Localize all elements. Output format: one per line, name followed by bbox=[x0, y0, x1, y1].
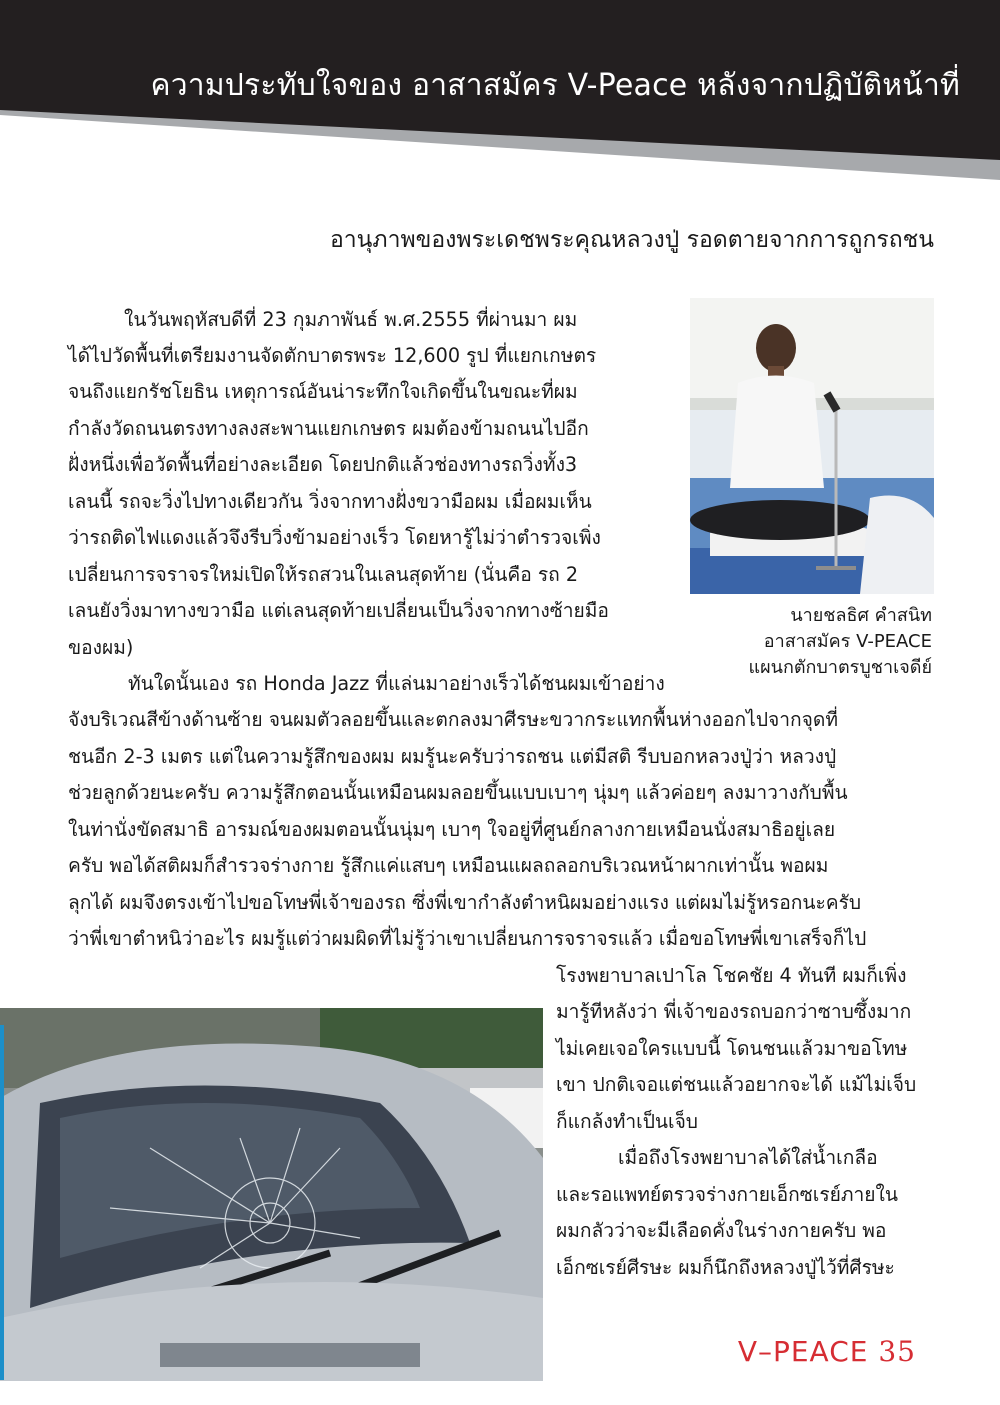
article-line: ว่ารถติดไฟแดงแล้วจึงรีบวิ่งข้ามอย่างเร็ว โดยหารู้ไม่ว่าตำรวจเพิ่ง bbox=[68, 526, 601, 549]
article-line: เลนยังวิ่งมาทางขวามือ แต่เลนสุดท้ายเปลี่ยนเป็นวิ่งจากทางซ้ายมือ bbox=[68, 599, 609, 622]
caption-role: อาสาสมัคร V-PEACE bbox=[763, 631, 932, 652]
page-number: 35 bbox=[878, 1335, 916, 1368]
article-line: ได้ไปวัดพื้นที่เตรียมงานจัดตักบาตรพระ 12,600 รูป ที่แยกเกษตร bbox=[68, 344, 597, 367]
article-line: ผมกลัวว่าจะมีเลือดคั่งในร่างกายครับ พอ bbox=[556, 1219, 887, 1242]
article-line: กำลังวัดถนนตรงทางลงสะพานแยกเกษตร ผมต้องข้ามถนนไปอีก bbox=[68, 417, 589, 440]
car-photo bbox=[0, 1008, 543, 1381]
article-line: เมื่อถึงโรงพยาบาลได้ใส่น้ำเกลือ bbox=[618, 1146, 878, 1169]
footer-brand: V–PEACE bbox=[737, 1335, 869, 1368]
page-title: ความประทับใจของ อาสาสมัคร V-Peace หลังจากปฏิบัติหน้าที่ bbox=[150, 68, 960, 103]
article-subtitle: อานุภาพของพระเดชพระคุณหลวงปู่ รอดตายจากการถูกรถชน bbox=[329, 227, 934, 253]
article-line: ในวันพฤหัสบดีที่ 23 กุมภาพันธ์ พ.ศ.2555 ที่ผ่านมา ผม bbox=[124, 308, 578, 331]
car-illustration bbox=[0, 1008, 543, 1381]
article-line: และรอแพทย์ตรวจร่างกายเอ็กซเรย์ภายใน bbox=[556, 1183, 899, 1206]
article-line: ช่วยลูกด้วยนะครับ ความรู้สึกตอนนั้นเหมือนผมลอยขึ้นแบบเบาๆ นุ่มๆ แล้วค่อยๆ ลงมาวางกับพื้น bbox=[68, 781, 848, 804]
article-line: ไม่เคยเจอใครแบบนี้ โดนชนแล้วมาขอโทษ bbox=[556, 1037, 908, 1060]
article-line: ว่าพี่เขาตำหนิว่าอะไร ผมรู้แต่ว่าผมผิดที่ไม่รู้ว่าเขาเปลี่ยนการจราจรแล้ว เมื่อขอโทษพี่เขาเสร็จก็ไป bbox=[68, 927, 867, 950]
article-line: เปลี่ยนการจราจรใหม่เปิดให้รถสวนในเลนสุดท้าย (นั่นคือ รถ 2 bbox=[68, 563, 579, 586]
article-line: ในท่านั่งขัดสมาธิ อารมณ์ของผมตอนนั้นนุ่มๆ เบาๆ ใจอยู่ที่ศูนย์กลางกายเหมือนนั่งสมาธิอยู่เลย bbox=[68, 818, 836, 841]
article-line: เขา ปกติเจอแต่ชนแล้วอยากจะได้ แม้ไม่เจ็บ bbox=[556, 1073, 917, 1096]
article-line: ทันใดนั้นเอง รถ Honda Jazz ที่แล่นมาอย่างเร็วได้ชนผมเข้าอย่าง bbox=[128, 672, 665, 695]
article-line: ของผม) bbox=[68, 636, 134, 659]
portrait-illustration bbox=[690, 298, 934, 594]
article-line: มารู้ทีหลังว่า พี่เจ้าของรถบอกว่าซาบซึ้งมาก bbox=[556, 1000, 912, 1023]
article-line: จนถึงแยกรัชโยธิน เหตุการณ์อันน่าระทึกใจเกิดขึ้นในขณะที่ผม bbox=[68, 380, 578, 403]
page-footer bbox=[738, 1335, 916, 1368]
article-line: ก็แกล้งทำเป็นเจ็บ bbox=[556, 1110, 698, 1133]
page-edge-stripe bbox=[0, 1025, 4, 1380]
article-line: เลนนี้ รถจะวิ่งไปทางเดียวกัน วิ่งจากทางฝั่งขวามือผม เมื่อผมเห็น bbox=[68, 490, 592, 513]
article-line: จังบริเวณสีข้างด้านซ้าย จนผมตัวลอยขึ้นและตกลงมาศีรษะขวากระแทกพื้นห่างออกไปจากจุดที่ bbox=[68, 708, 838, 731]
portrait-photo bbox=[690, 298, 934, 594]
article-line: ฝั่งหนึ่งเพื่อวัดพื้นที่อย่างละเอียด โดยปกติแล้วช่องทางรถวิ่งทั้ง3 bbox=[68, 453, 578, 476]
photo-caption bbox=[748, 603, 932, 681]
article-line: ลุกได้ ผมจึงตรงเข้าไปขอโทษพี่เจ้าของรถ ซึ่งพี่เขากำลังตำหนิผมอย่างแรง แต่ผมไม่รู้หรอกนะครับ bbox=[68, 891, 862, 914]
article-line: ครับ พอได้สติผมก็สำรวจร่างกาย รู้สึกแค่แสบๆ เหมือนแผลถลอกบริเวณหน้าผากเท่านั้น พอผม bbox=[68, 854, 829, 877]
article-line: ชนอีก 2-3 เมตร แต่ในความรู้สึกของผม ผมรู้นะครับว่ารถชน แต่มีสติ รีบบอกหลวงปู่ว่า หลวงปู่ bbox=[68, 745, 837, 768]
article-line: เอ็กซเรย์ศีรษะ ผมก็นึกถึงหลวงปู่ไว้ที่ศีรษะ bbox=[556, 1256, 895, 1279]
caption-dept: แผนกตักบาตรบูชาเจดีย์ bbox=[748, 657, 932, 678]
caption-name: นายชลธิศ คำสนิท bbox=[790, 605, 932, 626]
article-line: โรงพยาบาลเปาโล โชคชัย 4 ทันที ผมก็เพิ่ง bbox=[556, 964, 907, 987]
